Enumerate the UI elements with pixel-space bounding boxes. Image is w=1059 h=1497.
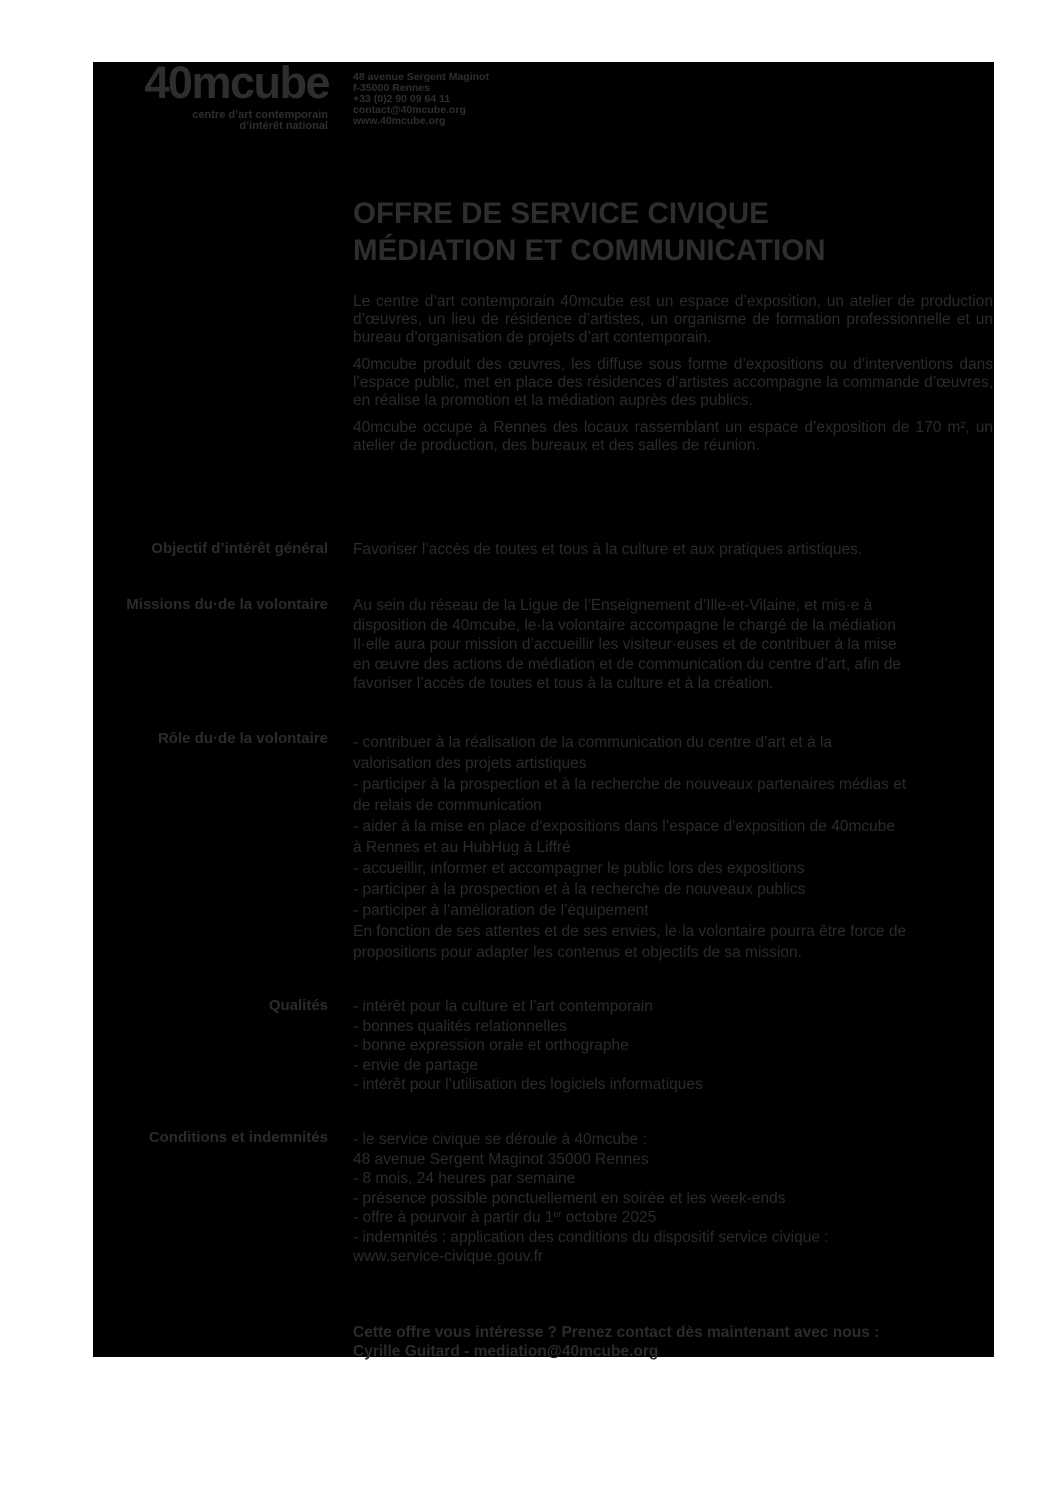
service-civique-link[interactable]: www.service-civique.gouv.fr [353, 1248, 544, 1265]
content-line: - 8 mois, 24 heures par semaine [353, 1170, 576, 1187]
address-website[interactable]: www.40mcube.org [353, 115, 446, 127]
page-title [353, 195, 826, 269]
section-label-qualites: Qualités [268, 997, 328, 1014]
intro-paragraph: 40mcube occupe à Rennes des locaux rassemblant un espace d’exposition de 170 m², un atelier de production, des bureaux et des salles de réunion. [353, 419, 993, 454]
section-content-qualites [353, 997, 994, 1095]
section-content-missions [353, 596, 994, 694]
section-label-objectif: Objectif d’intérêt général [151, 540, 328, 557]
intro-text [353, 293, 993, 464]
closing-line: Cette offre vous intéresse ? Prenez contact dès maintenant avec nous : [353, 1324, 880, 1341]
content-line: - contribuer à la réalisation de la communication du centre d’art et à la [353, 734, 833, 751]
content-line: - intérêt pour l’utilisation des logiciels informatiques [353, 1076, 703, 1093]
content-line: En fonction de ses attentes et de ses envies, le·la volontaire pourra être force de [353, 923, 907, 940]
content-line: - participer à l’amélioration de l’équipement [353, 902, 649, 919]
section-label-missions: Missions du·de la volontaire [126, 596, 328, 613]
content-line [353, 1208, 994, 1228]
tagline-line: centre d’art contemporain [192, 109, 328, 121]
content-line: - bonnes qualités relationnelles [353, 1017, 567, 1035]
content-line: à Rennes et au HubHug à Liffré [353, 839, 571, 856]
content-line: - accueillir, informer et accompagner le public lors des expositions [353, 860, 805, 877]
content-line: - envie de partage [353, 1056, 478, 1074]
content-line: Favoriser l’accès de toutes et tous à la culture et aux pratiques artistiques. [353, 541, 863, 558]
content-line: - participer à la prospection et à la recherche de nouveaux publics [353, 881, 806, 898]
content-line: - bonne expression orale et orthographe [353, 1037, 629, 1054]
closing-contact [353, 1323, 879, 1361]
address-street: 48 avenue Sergent Maginot [353, 71, 489, 83]
address-phone: +33 (0)2 90 09 64 11 [353, 93, 451, 105]
content-line: - le service civique se déroule à 40mcube : [353, 1131, 647, 1148]
section-content-conditions [353, 1130, 994, 1267]
content-line: 48 avenue Sergent Maginot 35000 Rennes [353, 1150, 649, 1168]
title-line: MÉDIATION ET COMMUNICATION [353, 234, 826, 267]
section-content-objectif [353, 540, 994, 560]
date-text: - offre à pourvoir à partir du 1 [353, 1209, 554, 1226]
content-line: - aider à la mise en place d’expositions dans l’espace d’exposition de 40mcube [353, 818, 895, 835]
logo-tagline [113, 110, 328, 132]
tagline-line: d’intérêt national [239, 120, 328, 132]
content-line: Il·elle aura pour mission d’accueillir les visiteur·euses et de contribuer à la mise [353, 636, 897, 653]
content-line: en œuvre des actions de médiation et de communication du centre d’art, afin de [353, 655, 901, 673]
document-page [93, 57, 994, 1360]
content-line: de relais de communication [353, 797, 542, 814]
content-line: Au sein du réseau de la Ligue de l’Enseignement d’Ille-et-Vilaine, et mis·e à [353, 597, 873, 614]
date-text: octobre 2025 [561, 1209, 657, 1226]
content-line: disposition de 40mcube, le·la volontaire accompagne le chargé de la médiation [353, 616, 896, 634]
content-line: - indemnités : application des conditions du dispositif service civique : [353, 1228, 829, 1246]
intro-paragraph: Le centre d’art contemporain 40mcube est un espace d’exposition, un atelier de production d’œuvres, un lieu de résidence d’artistes, un organisme de formation professionnelle et un bureau d’organisation de projets d’art contemporain. [353, 293, 993, 346]
content-line: propositions pour adapter les contenus et objectifs de sa mission. [353, 944, 802, 961]
section-label-conditions: Conditions et indemnités [148, 1129, 328, 1146]
content-line: favoriser l’accès de toutes et tous à la culture et à la création. [353, 675, 774, 692]
section-label-role: Rôle du·de la volontaire [157, 730, 328, 747]
closing-contact-line[interactable]: Cyrille Guitard - mediation@40mcube.org [353, 1343, 659, 1360]
content-line: - intérêt pour la culture et l’art contemporain [353, 998, 653, 1015]
address-email[interactable]: contact@40mcube.org [353, 104, 466, 116]
logo: 40mcube [144, 57, 329, 108]
content-line: - participer à la prospection et à la recherche de nouveaux partenaires médias et [353, 776, 907, 793]
ordinal-suffix: er [553, 1209, 562, 1219]
address-city: f-35000 Rennes [353, 82, 431, 94]
contact-address [353, 72, 489, 127]
title-line: OFFRE DE SERVICE CIVIQUE [353, 197, 769, 230]
content-line: - présence possible ponctuellement en soirée et les week-ends [353, 1189, 786, 1207]
section-content-role [353, 732, 994, 963]
intro-paragraph: 40mcube produit des œuvres, les diffuse sous forme d’expositions ou d’interventions dans l’espace public, met en place des résidences d’artistes accompagne la commande d’œuvres, en réalise la promotion et la médiation auprès des publics. [353, 356, 993, 409]
content-line: valorisation des projets artistiques [353, 755, 587, 772]
